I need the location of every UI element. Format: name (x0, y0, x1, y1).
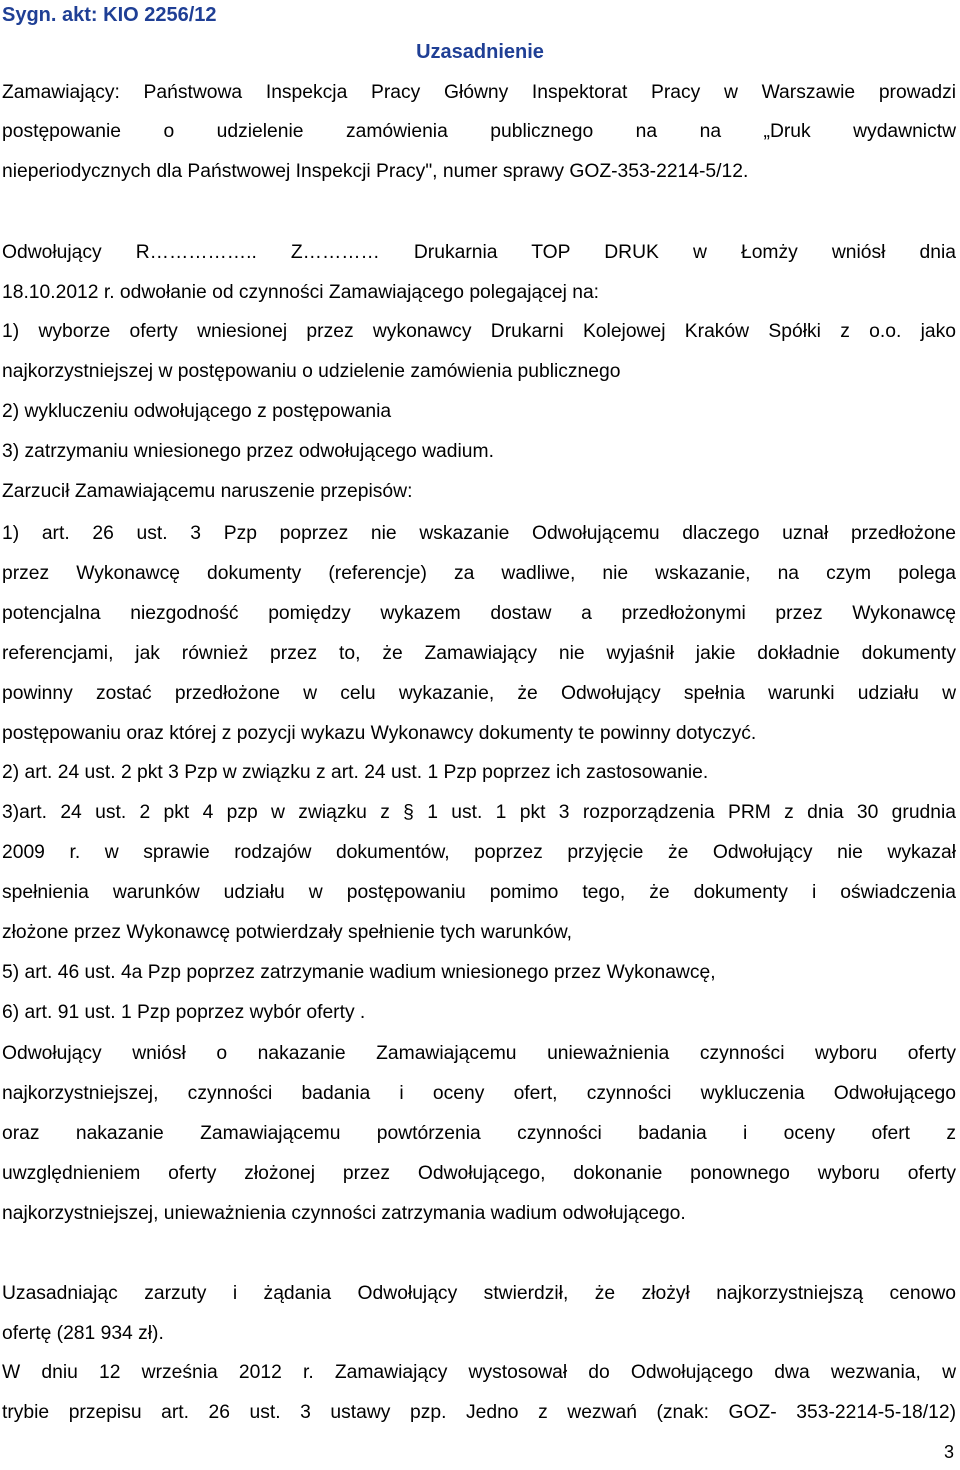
text-line: oraz nakazanie Zamawiającemu powtórzenia czynności badania i oceny ofert z (2, 1123, 956, 1144)
text-line: 2009 r. w sprawie rodzajów dokumentów, poprzez przyjęcie że Odwołujący nie wykazał (2, 842, 956, 863)
text-line: postępowanie o udzielenie zamówienia publicznego na na „Druk wydawnictw (2, 121, 956, 142)
text-line: powinny zostać przedłożone w celu wykazanie, że Odwołujący spełnia warunki udziału w (2, 683, 956, 704)
case-signature: Sygn. akt: KIO 2256/12 (2, 4, 217, 26)
text-line: 3)art. 24 ust. 2 pkt 4 pzp w związku z § 1 ust. 1 pkt 3 rozporządzenia PRM z dnia 30 grudnia (2, 802, 956, 823)
text-line: W dniu 12 września 2012 r. Zamawiający wystosował do Odwołującego dwa wezwania, w (2, 1362, 956, 1383)
text-line: 1) wyborze oferty wniesionej przez wykonawcy Drukarni Kolejowej Kraków Spółki z o.o. jako (2, 321, 956, 342)
text-line: 6) art. 91 ust. 1 Pzp poprzez wybór oferty . (2, 1002, 366, 1023)
text-line: nieperiodycznych dla Państwowej Inspekcji Pracy", numer sprawy GOZ-353-2214-5/12. (2, 161, 749, 182)
text-line: 2) wykluczeniu odwołującego z postępowania (2, 401, 392, 422)
text-line: 1) art. 26 ust. 3 Pzp poprzez nie wskazanie Odwołującemu dlaczego uznał przedłożone (2, 523, 956, 544)
text-line: 3) zatrzymaniu wniesionego przez odwołującego wadium. (2, 441, 494, 462)
text-line: 2) art. 24 ust. 2 pkt 3 Pzp w związku z art. 24 ust. 1 Pzp poprzez ich zastosowanie. (2, 762, 709, 783)
text-line: najkorzystniejszej, czynności badania i oceny ofert, czynności wykluczenia Odwołującego (2, 1083, 956, 1104)
text-line: 18.10.2012 r. odwołanie od czynności Zamawiającego polegającej na: (2, 282, 600, 303)
text-line: postępowaniu oraz której z pozycji wykazu Wykonawcy dokumenty te powinny dotyczyć. (2, 723, 757, 744)
text-line: Zamawiający: Państwowa Inspekcja Pracy Główny Inspektorat Pracy w Warszawie prowadzi (2, 82, 956, 103)
text-line: Odwołujący wniósł o nakazanie Zamawiającemu unieważnienia czynności wyboru oferty (2, 1043, 956, 1064)
text-line: potencjalna niezgodność pomiędzy wykazem dostaw a przedłożonymi przez Wykonawcę (2, 603, 956, 624)
text-line: spełnienia warunków udziału w postępowaniu pomimo tego, że dokumenty i oświadczenia (2, 882, 956, 903)
text-line: referencjami, jak również przez to, że Zamawiający nie wyjaśnił jakie dokładnie dokumenty (2, 643, 956, 664)
text-line: Zarzucił Zamawiającemu naruszenie przepisów: (2, 481, 413, 502)
text-line: 5) art. 46 ust. 4a Pzp poprzez zatrzymanie wadium wniesionego przez Wykonawcę, (2, 962, 716, 983)
text-line: Odwołujący R…………….. Z………… Drukarnia TOP DRUK w Łomży wniósł dnia (2, 242, 956, 263)
text-line: złożone przez Wykonawcę potwierdzały spełnienie tych warunków, (2, 922, 572, 943)
text-line: ofertę (281 934 zł). (2, 1323, 164, 1344)
section-heading: Uzasadnienie (416, 41, 544, 63)
text-line: najkorzystniejszej, unieważnienia czynności zatrzymania wadium odwołującego. (2, 1203, 686, 1224)
text-line: najkorzystniejszej w postępowaniu o udzielenie zamówienia publicznego (2, 361, 621, 382)
text-line: trybie przepisu art. 26 ust. 3 ustawy pzp. Jedno z wezwań (znak: GOZ- 353-2214-5-18/12) (2, 1402, 956, 1423)
text-line: uwzględnieniem oferty złożonej przez Odwołującego, dokonanie ponownego wyboru oferty (2, 1163, 956, 1184)
text-line: przez Wykonawcę dokumenty (referencje) za wadliwe, nie wskazanie, na czym polega (2, 563, 956, 584)
page-number: 3 (943, 1442, 954, 1462)
text-line: Uzasadniając zarzuty i żądania Odwołujący stwierdził, że złożył najkorzystniejszą cenowo (2, 1283, 956, 1304)
